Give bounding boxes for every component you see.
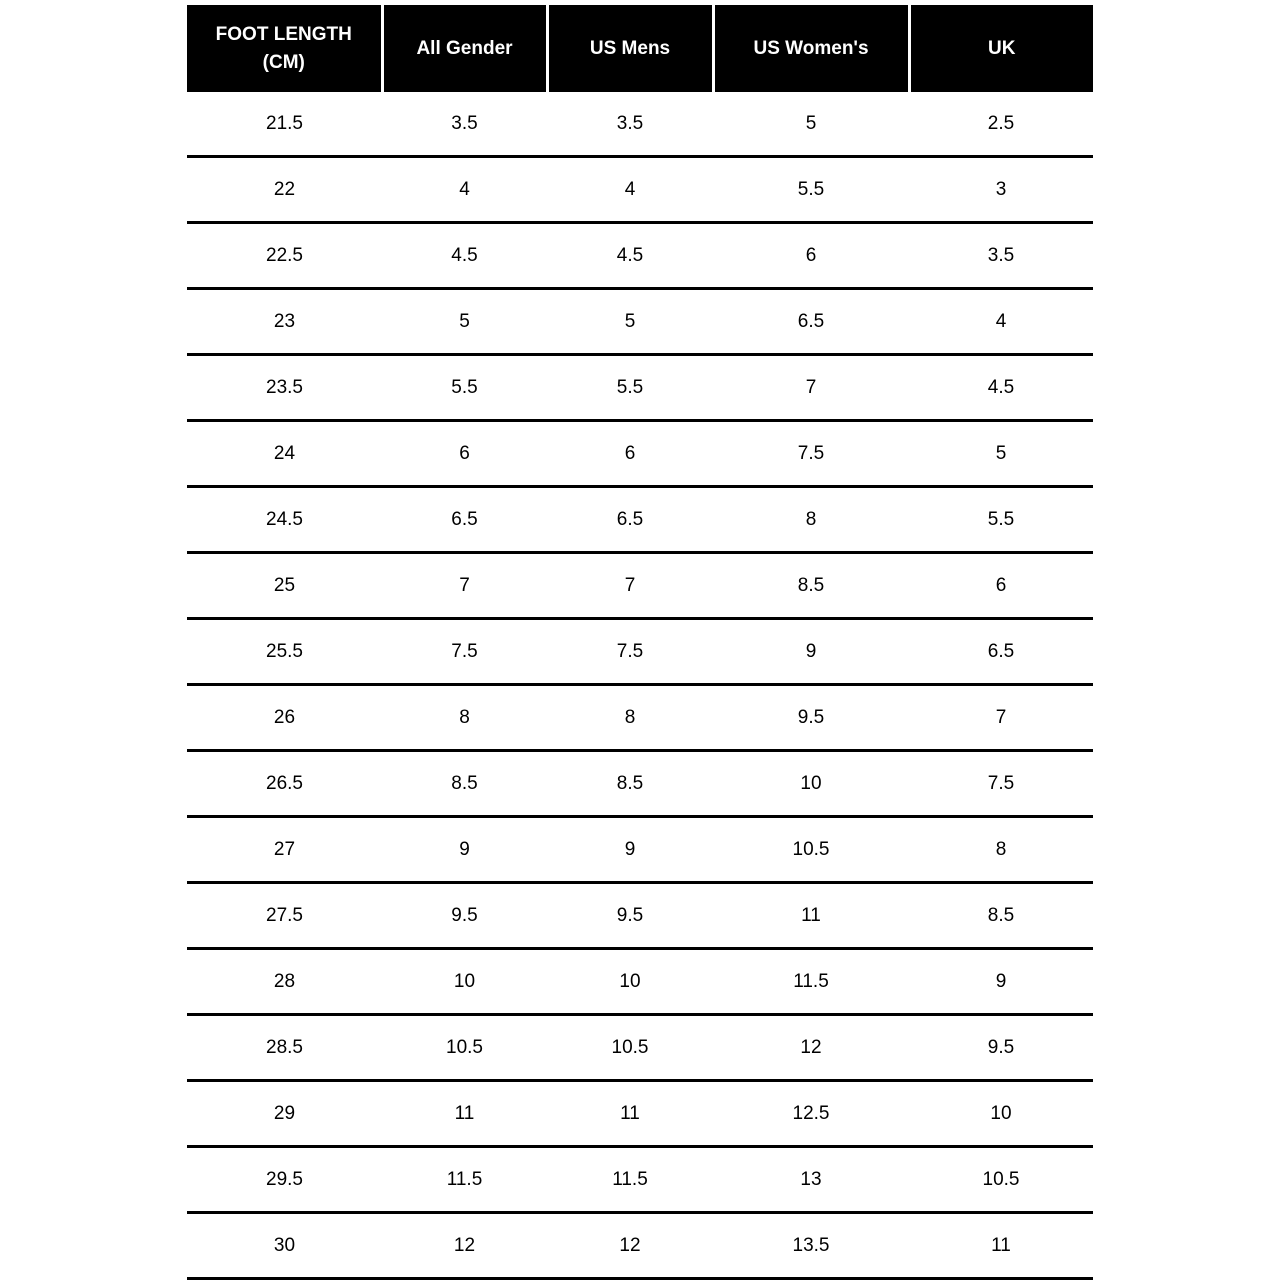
table-row [187, 1081, 1093, 1147]
header-all-gender: All Gender [382, 5, 547, 92]
cell-foot-length-cm: 27.5 [187, 883, 382, 949]
cell-us-womens: 10.5 [713, 817, 909, 883]
cell-all-gender: 11 [382, 1081, 547, 1147]
cell-foot-length-cm: 27 [187, 817, 382, 883]
header-us-womens: US Women's [713, 5, 909, 92]
cell-foot-length-cm: 25.5 [187, 619, 382, 685]
cell-all-gender: 9 [382, 817, 547, 883]
table-row [187, 1147, 1093, 1213]
cell-uk: 5 [909, 421, 1093, 487]
cell-us-mens: 8.5 [547, 751, 713, 817]
table-row [187, 157, 1093, 223]
table-row [187, 883, 1093, 949]
table-row [187, 751, 1093, 817]
cell-us-womens: 9.5 [713, 685, 909, 751]
cell-us-mens: 5 [547, 289, 713, 355]
cell-all-gender: 10.5 [382, 1015, 547, 1081]
cell-all-gender: 6 [382, 421, 547, 487]
cell-uk: 4.5 [909, 355, 1093, 421]
cell-all-gender: 11.5 [382, 1147, 547, 1213]
cell-foot-length-cm: 22 [187, 157, 382, 223]
table-row [187, 685, 1093, 751]
cell-us-mens: 12 [547, 1213, 713, 1279]
cell-us-mens: 10 [547, 949, 713, 1015]
table-row [187, 553, 1093, 619]
cell-us-mens: 4 [547, 157, 713, 223]
cell-uk: 9 [909, 949, 1093, 1015]
cell-us-womens: 7.5 [713, 421, 909, 487]
table-body [187, 92, 1093, 1279]
cell-foot-length-cm: 24.5 [187, 487, 382, 553]
table-row [187, 421, 1093, 487]
cell-us-womens: 9 [713, 619, 909, 685]
cell-uk: 10.5 [909, 1147, 1093, 1213]
cell-all-gender: 7.5 [382, 619, 547, 685]
cell-uk: 5.5 [909, 487, 1093, 553]
table-row [187, 949, 1093, 1015]
header-row [187, 5, 1093, 92]
cell-us-womens: 12.5 [713, 1081, 909, 1147]
table-row [187, 619, 1093, 685]
cell-us-womens: 6.5 [713, 289, 909, 355]
cell-us-mens: 7.5 [547, 619, 713, 685]
size-conversion-table [187, 5, 1093, 1280]
cell-foot-length-cm: 28.5 [187, 1015, 382, 1081]
cell-us-mens: 8 [547, 685, 713, 751]
cell-all-gender: 5 [382, 289, 547, 355]
cell-foot-length-cm: 26.5 [187, 751, 382, 817]
cell-us-womens: 12 [713, 1015, 909, 1081]
table-row [187, 1015, 1093, 1081]
header-uk: UK [909, 5, 1093, 92]
cell-all-gender: 10 [382, 949, 547, 1015]
cell-foot-length-cm: 26 [187, 685, 382, 751]
table-row [187, 92, 1093, 157]
table-row [187, 487, 1093, 553]
cell-foot-length-cm: 23 [187, 289, 382, 355]
cell-uk: 8.5 [909, 883, 1093, 949]
cell-uk: 7.5 [909, 751, 1093, 817]
cell-uk: 2.5 [909, 92, 1093, 157]
cell-us-mens: 4.5 [547, 223, 713, 289]
cell-foot-length-cm: 28 [187, 949, 382, 1015]
cell-uk: 10 [909, 1081, 1093, 1147]
cell-us-mens: 10.5 [547, 1015, 713, 1081]
cell-foot-length-cm: 29.5 [187, 1147, 382, 1213]
cell-uk: 7 [909, 685, 1093, 751]
cell-us-mens: 6 [547, 421, 713, 487]
header-foot-length-cm: FOOT LENGTH (CM) [187, 5, 382, 92]
cell-us-mens: 7 [547, 553, 713, 619]
cell-us-womens: 6 [713, 223, 909, 289]
header-us-mens: US Mens [547, 5, 713, 92]
cell-foot-length-cm: 22.5 [187, 223, 382, 289]
cell-all-gender: 4.5 [382, 223, 547, 289]
cell-all-gender: 9.5 [382, 883, 547, 949]
cell-us-womens: 5.5 [713, 157, 909, 223]
table-row [187, 355, 1093, 421]
table-row [187, 223, 1093, 289]
cell-us-womens: 8.5 [713, 553, 909, 619]
cell-us-mens: 5.5 [547, 355, 713, 421]
cell-uk: 3.5 [909, 223, 1093, 289]
cell-us-mens: 9 [547, 817, 713, 883]
cell-all-gender: 5.5 [382, 355, 547, 421]
cell-all-gender: 12 [382, 1213, 547, 1279]
cell-us-mens: 11.5 [547, 1147, 713, 1213]
cell-uk: 3 [909, 157, 1093, 223]
cell-us-mens: 3.5 [547, 92, 713, 157]
cell-foot-length-cm: 25 [187, 553, 382, 619]
cell-us-mens: 9.5 [547, 883, 713, 949]
table-row [187, 817, 1093, 883]
cell-us-womens: 11 [713, 883, 909, 949]
cell-us-womens: 11.5 [713, 949, 909, 1015]
cell-uk: 6.5 [909, 619, 1093, 685]
cell-uk: 8 [909, 817, 1093, 883]
cell-all-gender: 6.5 [382, 487, 547, 553]
cell-all-gender: 8 [382, 685, 547, 751]
table-row [187, 1213, 1093, 1279]
cell-us-mens: 6.5 [547, 487, 713, 553]
cell-foot-length-cm: 24 [187, 421, 382, 487]
cell-us-womens: 5 [713, 92, 909, 157]
cell-uk: 6 [909, 553, 1093, 619]
cell-us-mens: 11 [547, 1081, 713, 1147]
cell-all-gender: 7 [382, 553, 547, 619]
cell-us-womens: 10 [713, 751, 909, 817]
cell-foot-length-cm: 23.5 [187, 355, 382, 421]
table-header [187, 5, 1093, 92]
table-row [187, 289, 1093, 355]
cell-all-gender: 8.5 [382, 751, 547, 817]
cell-uk: 9.5 [909, 1015, 1093, 1081]
cell-us-womens: 13 [713, 1147, 909, 1213]
cell-us-womens: 8 [713, 487, 909, 553]
cell-all-gender: 3.5 [382, 92, 547, 157]
cell-foot-length-cm: 29 [187, 1081, 382, 1147]
cell-us-womens: 7 [713, 355, 909, 421]
cell-all-gender: 4 [382, 157, 547, 223]
cell-foot-length-cm: 30 [187, 1213, 382, 1279]
cell-foot-length-cm: 21.5 [187, 92, 382, 157]
cell-uk: 11 [909, 1213, 1093, 1279]
cell-us-womens: 13.5 [713, 1213, 909, 1279]
cell-uk: 4 [909, 289, 1093, 355]
